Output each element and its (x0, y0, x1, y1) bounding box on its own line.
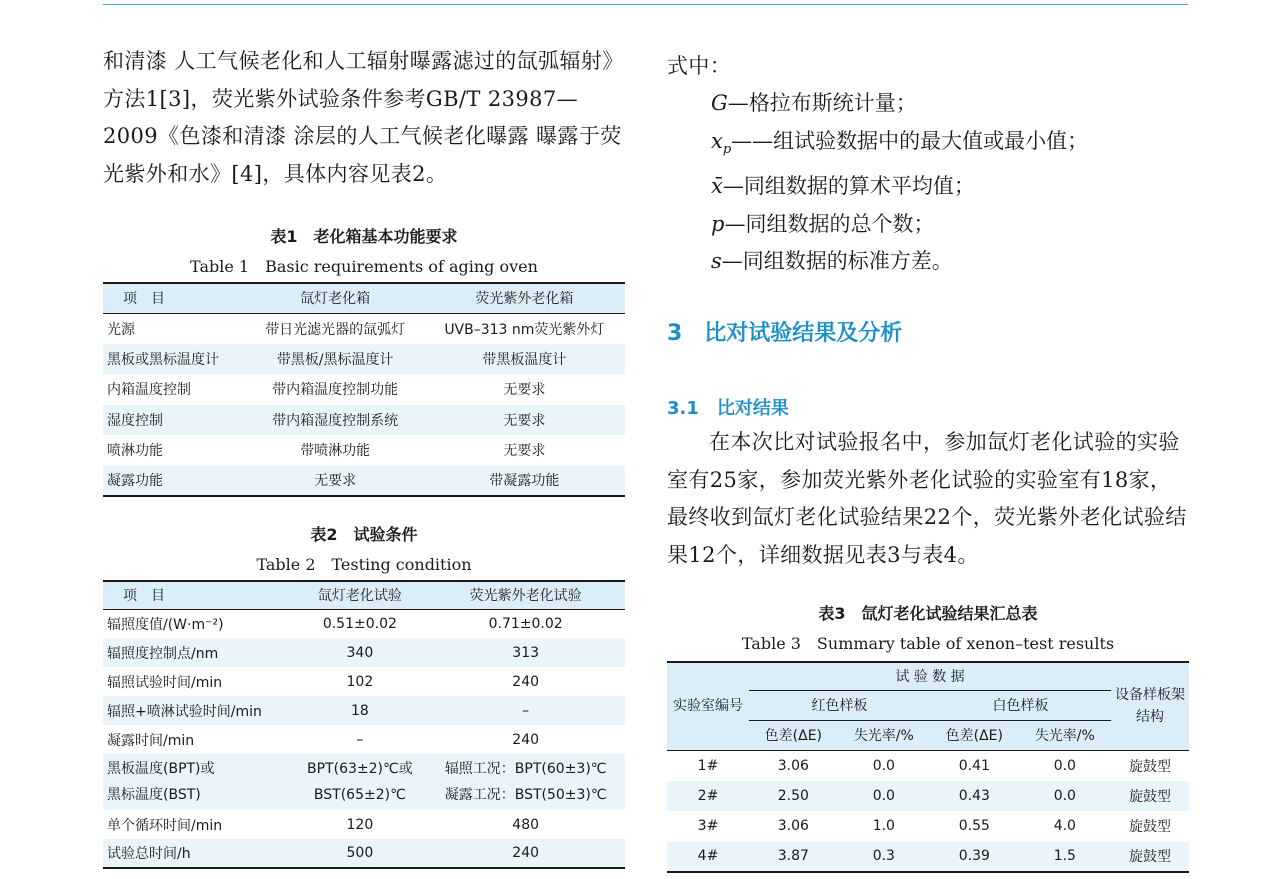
table-cell: 辐照度控制点/nm (107, 645, 219, 662)
table2-cell (103, 754, 293, 810)
table3-subheader: 失光率/% (853, 728, 914, 744)
table2-block (103, 524, 625, 869)
table-cell: 0.71±0.02 (488, 615, 563, 632)
table-row (103, 405, 625, 436)
table2-cell (426, 754, 625, 810)
table2-temp-label-2: 黑标温度(BST) (107, 787, 201, 803)
table-cell: 无要求 (503, 382, 546, 399)
table-cell: 带内箱湿度控制系统 (272, 412, 399, 429)
table-cell: 0.0 (1053, 757, 1076, 774)
definition-symbol: x̄ (711, 174, 723, 199)
table-cell: 4# (697, 848, 719, 865)
header-rule (103, 4, 1188, 5)
table-cell: 0.55 (958, 818, 990, 835)
table-row (103, 609, 625, 638)
table-row (103, 344, 625, 375)
table-cell: 240 (512, 845, 540, 861)
table1-header-xenon: 氙灯老化箱 (300, 291, 371, 308)
table-cell: 辐照度值/(W·m⁻²) (107, 616, 224, 633)
table-cell: 单个循环时间/min (107, 817, 223, 834)
table-cell: 0.39 (958, 848, 990, 865)
table3-header-red: 红色样板 (749, 690, 930, 720)
table-cell: 0.3 (872, 848, 895, 865)
definition-text: —格拉布斯统计量； (727, 91, 917, 115)
table-cell: 无要求 (314, 473, 357, 490)
table-row (103, 696, 625, 725)
table-cell: 340 (346, 644, 374, 661)
subsection-title: 3.1 比对结果 (667, 398, 789, 419)
table3-caption-zh: 表3 氙灯老化试验结果汇总表 (818, 604, 1038, 623)
table-cell: 带喷淋功能 (300, 443, 371, 460)
table-cell: 无要求 (503, 443, 546, 460)
table-cell: 1.5 (1053, 848, 1076, 865)
definition-symbol: p (711, 211, 725, 236)
table-cell: 光源 (107, 321, 135, 338)
table3-header-white: 白色样板 (930, 690, 1111, 720)
table2-header-item: 项 目 (123, 588, 165, 605)
table-cell: 18 (350, 702, 369, 719)
intro-paragraph: 和清漆 人工气候老化和人工辐射曝露滤过的氙弧辐射》方法1[3]，荧光紫外试验条件参考GB/T 23987—2009《色漆和清漆 涂层的人工气候老化曝露 曝露于荧光紫外和水》[4]，具体内容见表2。 (103, 49, 624, 186)
table3 (667, 661, 1189, 873)
table3-header-lab: 实验室编号 (673, 698, 743, 715)
table-row (103, 725, 625, 754)
definition-symbol: s (711, 249, 722, 274)
definition-symbol: x (711, 128, 723, 153)
table-cell: 无要求 (503, 412, 546, 429)
table-cell: 旋鼓型 (1129, 788, 1171, 805)
table2-temp-xenon-2: BST(65±2)℃ (313, 787, 406, 803)
table1-caption-zh: 表1 老化箱基本功能要求 (270, 227, 458, 246)
table-cell: 凝露时间/min (107, 732, 195, 749)
table3-block (667, 603, 1189, 873)
table3-header-rack: 设备样板架结构 (1115, 687, 1185, 726)
table-cell: 0.41 (958, 757, 990, 774)
table2-row-temperature (103, 754, 625, 810)
table-cell: 480 (512, 816, 540, 833)
table-row (667, 781, 1189, 812)
table-cell: 带黑板/黑标温度计 (276, 351, 394, 368)
table-cell: 0.51±0.02 (322, 615, 397, 632)
table-cell: 2# (697, 787, 719, 804)
table-cell: 0.0 (872, 787, 895, 804)
definition-item (667, 243, 1189, 281)
table-cell: 0.43 (958, 787, 990, 804)
table-cell: 带凝露功能 (489, 473, 560, 490)
definition-text: —同组数据的算术平均值； (722, 174, 975, 199)
definition-item (667, 206, 1189, 244)
table-cell: 旋鼓型 (1129, 849, 1171, 866)
table2-cell (293, 754, 426, 810)
table-cell: 120 (346, 816, 374, 833)
table2 (103, 580, 625, 869)
table-cell: 喷淋功能 (107, 443, 163, 460)
table-cell: 3.06 (777, 818, 809, 835)
table1-caption-en: Table 1 Basic requirements of aging oven (190, 257, 538, 276)
table-row (667, 750, 1189, 781)
definition-subscript: p (722, 141, 732, 157)
table-cell: 4.0 (1053, 818, 1076, 835)
table-cell: – (356, 731, 364, 748)
table3-subheader: 失光率/% (1034, 728, 1095, 744)
table2-caption-zh: 表2 试验条件 (310, 525, 418, 544)
table-cell: 240 (512, 731, 540, 748)
table-cell: 带日光滤光器的氙弧灯 (265, 321, 406, 338)
table-cell: 带内箱温度控制功能 (272, 382, 399, 399)
table2-header-xenon: 氙灯老化试验 (317, 588, 402, 605)
variable-definitions (667, 85, 1189, 281)
definition-text: ——组试验数据中的最大值或最小值； (731, 128, 1089, 153)
table3-header-data: 试 验 数 据 (749, 662, 1111, 690)
table1 (103, 282, 625, 497)
table-row (103, 374, 625, 405)
table-row (103, 466, 625, 497)
table2-temp-label-1: 黑板温度(BPT)或 (107, 761, 215, 777)
table-cell: 试验总时间/h (107, 846, 191, 862)
table-cell: 313 (512, 644, 540, 661)
table1-header-uv: 荧光紫外老化箱 (475, 291, 574, 308)
table-cell: 2.50 (777, 787, 809, 804)
table-cell: 1# (697, 757, 719, 774)
definition-symbol: G (711, 91, 728, 115)
table1-header-item: 项 目 (123, 291, 165, 308)
table-row (667, 811, 1189, 842)
definition-text: —同组数据的标准方差。 (721, 249, 953, 274)
table-cell: 3.87 (777, 848, 809, 865)
table-cell: 旋鼓型 (1129, 758, 1171, 775)
table-cell: 102 (346, 673, 374, 690)
definition-text: —同组数据的总个数； (724, 211, 935, 236)
table-cell: 0.0 (872, 757, 895, 774)
definition-item (667, 123, 1189, 169)
table-cell: 1.0 (872, 818, 895, 835)
table-cell: 黑板或黑标温度计 (107, 351, 219, 368)
table-cell: 带黑板温度计 (482, 351, 567, 368)
definition-item (667, 85, 1189, 123)
table-cell: 湿度控制 (107, 412, 163, 429)
table-cell: 0.0 (1053, 787, 1076, 804)
table2-header-uv: 荧光紫外老化试验 (469, 588, 582, 605)
table-row (103, 435, 625, 466)
table-cell: 3# (697, 818, 719, 835)
table-cell: 旋鼓型 (1129, 819, 1171, 836)
table2-temp-xenon-1: BPT(63±2)℃或 (307, 761, 413, 777)
table2-caption-en: Table 2 Testing condition (256, 555, 472, 574)
table-cell: UVB–313 nm荧光紫外灯 (444, 321, 605, 338)
table-cell: 辐照+喷淋试验时间/min (107, 703, 262, 720)
table-cell: 内箱温度控制 (107, 382, 191, 399)
table3-caption-en: Table 3 Summary table of xenon–test results (741, 634, 1115, 653)
table2-temp-uv-2: 凝露工况：BST(50±3)℃ (444, 787, 607, 803)
table-row (103, 810, 625, 839)
table-cell: 500 (346, 845, 374, 861)
table-row (103, 313, 625, 344)
table-cell: – (522, 702, 530, 719)
table1-block (103, 226, 625, 497)
table-row (103, 839, 625, 868)
table-row (103, 667, 625, 696)
table3-subheader: 色差(ΔE) (764, 728, 823, 744)
results-paragraph: 在本次比对试验报名中，参加氙灯老化试验的实验室有25家，参加荧光紫外老化试验的实验室有18家，最终收到氙灯老化试验结果22个，荧光紫外老化试验结果12个，详细数据见表3与表4。 (667, 430, 1187, 567)
table-cell: 辐照试验时间/min (107, 674, 223, 691)
section-title: 3 比对试验结果及分析 (667, 321, 903, 346)
table-cell: 3.06 (777, 757, 809, 774)
table-cell: 凝露功能 (107, 473, 163, 490)
table2-temp-uv-1: 辐照工况：BPT(60±3)℃ (444, 761, 607, 777)
table-cell: 240 (512, 673, 540, 690)
table3-subheader: 色差(ΔE) (945, 728, 1003, 744)
formula-intro: 式中： (667, 54, 732, 78)
table-row (667, 842, 1189, 873)
definition-item (667, 168, 1189, 206)
table-row (103, 638, 625, 667)
